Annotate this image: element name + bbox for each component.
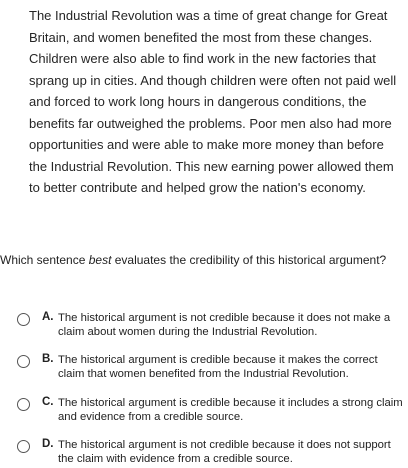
option-text: The historical argument is not credible because it does not make a claim about women during the Industrial Revolution. (58, 312, 391, 338)
question-prompt (0, 252, 408, 268)
question-text-after: evaluates the credibility of this historical argument? (111, 253, 387, 267)
radio-button-a[interactable] (17, 313, 30, 326)
question-emphasis: best (88, 253, 112, 267)
option-d[interactable] (0, 432, 408, 468)
question-text-before: Which sentence (0, 253, 89, 267)
radio-button-d[interactable] (17, 440, 30, 453)
option-letter: C. (42, 396, 54, 408)
option-text: The historical argument is credible because it includes a strong claim and evidence from a credible source. (58, 397, 403, 423)
option-letter: D. (42, 438, 54, 450)
option-b[interactable] (0, 347, 408, 383)
radio-button-b[interactable] (17, 355, 30, 368)
option-text: The historical argument is not credible because it does not support the claim with evidence from a credible source. (58, 439, 391, 465)
radio-button-c[interactable] (17, 398, 30, 411)
option-a[interactable] (0, 305, 408, 341)
option-c[interactable] (0, 390, 408, 426)
option-text: The historical argument is credible because it makes the correct claim that women benefited from the Industrial Revolution. (58, 354, 378, 380)
option-letter: A. (42, 311, 54, 323)
option-letter: B. (42, 353, 54, 365)
passage-text: The Industrial Revolution was a time of great change for Great Britain, and women benefited the most from these changes. Children were also able to find work in the new factories that sprang up in cities. And though children were often not paid well and forced to work long hours in dangerous conditions, the benefits far outweighed the problems. Poor men also had more opportunities and were able to make more money than before the Industrial Revolution. This new earning power allowed them to better contribute and helped grow the nation's economy. (29, 8, 397, 195)
